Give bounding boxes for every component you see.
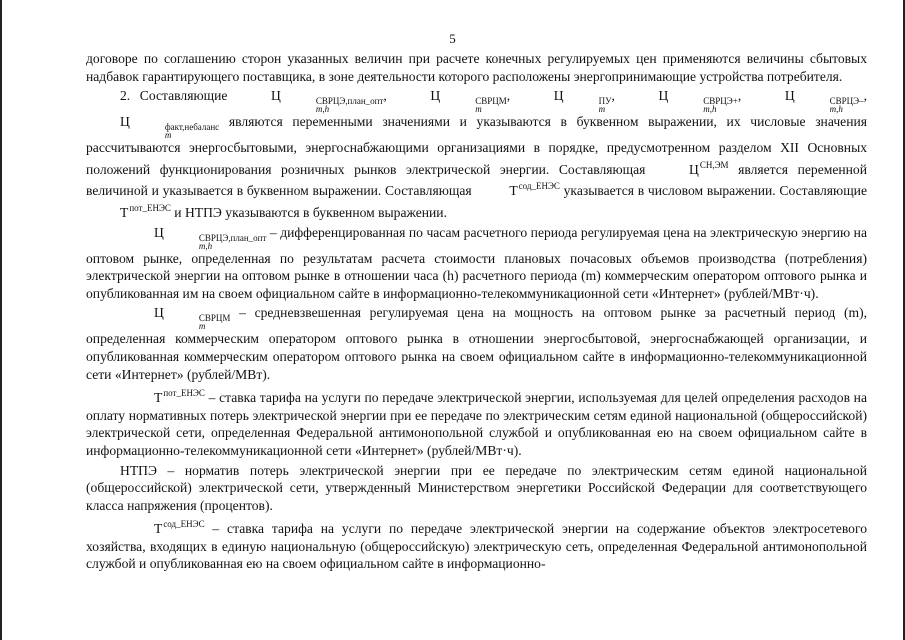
paragraph-2-tail: и НТПЭ указываются в буквенном выражении.: [174, 204, 447, 220]
symbol-tariff-pot-enes-def: $Т^{пот\_ЕНЭС}$: [154, 388, 205, 406]
paragraph-2-mid2: является переменной величиной и указывается в буквенном выражении. Составляющая: [86, 161, 867, 199]
page-number: 5: [449, 31, 456, 46]
paragraph-6-text: НТПЭ – норматив потерь электрической энергии при ее передаче по электрическим сетям единой национальной (общероссийской) электрической сети, утвержденный Министерством энергетики Российской Федерации для соответствующего класса напряжения (процентов).: [86, 462, 867, 513]
paragraph-4: [86, 304, 867, 383]
symbol-tariff-sod-enes-def: $Т^{сод\_ЕНЭС}$: [154, 519, 205, 537]
paragraph-7: [86, 516, 867, 573]
paragraph-5: [86, 385, 867, 459]
paragraph-4-text: – средневзвешенная регулируемая цена на мощность на оптовом рынке за расчетный период (m), определенная коммерческим оператором оптового рынка в отношении энергосбытовой, энергоснабжающей организации, и опубликованная коммерческим оператором оптового рынка на своем официальном сайте в информационно-телекоммуникационной сети «Интернет» (рублей/МВт).: [86, 305, 867, 382]
symbol-price-svrce-plus: Ц СВРЦЭ+ m,h: [658, 88, 738, 115]
paragraph-3: [86, 224, 867, 303]
paragraph-3-text: – дифференцированная по часам расчетного периода регулируемая цена на электрическую энергию на оптовом рынке, определенная по результатам расчета стоимости плановых почасовых объемов производства (потребления) электрической энергии на оптовом рынке в отношении часа (h) расчетного периода (m) коммерческим оператором оптового рынка и опубликованная им на своем официальном сайте в информационно-телекоммуникационной сети «Интернет» (рублей/МВт·ч).: [86, 224, 867, 301]
paragraph-5-text: – ставка тарифа на услуги по передаче электрической энергии, используемая для целей определения расходов на оплату нормативных потерь электрической энергии при ее передаче по электрическим сетям единой национальной (общероссийской) электрической сети, определенная Федеральной антимонопольной службой и опубликованная ею на своем официальном сайте в информационно-телекоммуникационной сети «Интернет» (рублей/МВт·ч).: [86, 390, 867, 458]
symbol-tariff-pot-enes: $Т^{пот\_ЕНЭС}$: [120, 202, 171, 220]
symbol-price-fakt-nebalans: Ц факт,небаланс m: [120, 114, 220, 141]
symbol-price-svrcm: Ц СВРЦМ m: [430, 88, 507, 115]
symbol-price-pu: Ц ПУ m: [553, 88, 612, 115]
paragraph-2-mid3: указывается в числовом выражении. Составляющие: [563, 183, 867, 199]
document-body: [86, 50, 867, 575]
symbol-price-svrce-plan-opt-def: Ц СВРЦЭ,план_опт m,h: [154, 224, 267, 251]
symbol-price-sn-em: $Ц^{СН,ЭМ}$: [688, 159, 729, 177]
paragraph-2-mid1: являются переменными значениями и указываются в буквенном выражении, их числовые значения рассчитываются энергосбытовыми, энергоснабжающими организациями в порядке, предусмотренном разделом XII Основных положений функционирования розничных рынков электрической энергии. Составляющая: [86, 114, 867, 177]
paragraph-2-lead: 2. Составляющие: [120, 88, 228, 104]
symbol-price-svrce-plan-opt: Ц СВРЦЭ,план_опт m,h: [271, 88, 384, 115]
paragraph-7-text: – ставка тарифа на услуги по передаче электрической энергии на содержание объектов электросетевого хозяйства, входящих в единую национальную (общероссийскую) электрическую сеть, определенная Федеральной антимонопольной службой и опубликованная ею на своем официальном сайте в информационно-: [86, 521, 867, 572]
paragraph-1-text: договоре по соглашению сторон указанных величин при расчете конечных регулируемых цен применяются величины сбытовых надбавок гарантирующего поставщика, в зоне деятельности которого расположены энергопринимающие устройства потребителя.: [86, 51, 867, 84]
paragraph-6: [86, 462, 867, 515]
symbol-price-svrcm-def: Ц СВРЦМ m: [154, 305, 231, 332]
symbol-price-svrce-minus: Ц СВРЦЭ– m,h: [784, 88, 864, 115]
symbol-tariff-sod-enes: $Т^{сод\_ЕНЭС}$: [509, 181, 560, 199]
paragraph-2: 2. Составляющие Ц СВРЦЭ,план_опт m,h , Ц СВРЦМ m , Ц ПУ m , Ц СВРЦЭ+ m,h , Ц СВРЦЭ– m,h , Ц факт,небаланс m являются переменными значениями и указываются в буквенном выражении, их числовые значения рассчитываются энергосбытовыми, энергоснабжающими организациями в порядке, предусмотренном разделом XII Основных положений функционирования розничных рынков электрической энергии. Составляющая $Ц^{СН,ЭМ}$ является переменной величиной и указывается в буквенном выражении. Составляющая $Т^{сод\_ЕНЭС}$ указывается в числовом выражении. Составляющие $Т^{пот\_ЕНЭС}$ и НТПЭ указываются в буквенном выражении.: [86, 88, 867, 220]
page-frame-left: [0, 0, 2, 640]
paragraph-1: [86, 50, 867, 85]
